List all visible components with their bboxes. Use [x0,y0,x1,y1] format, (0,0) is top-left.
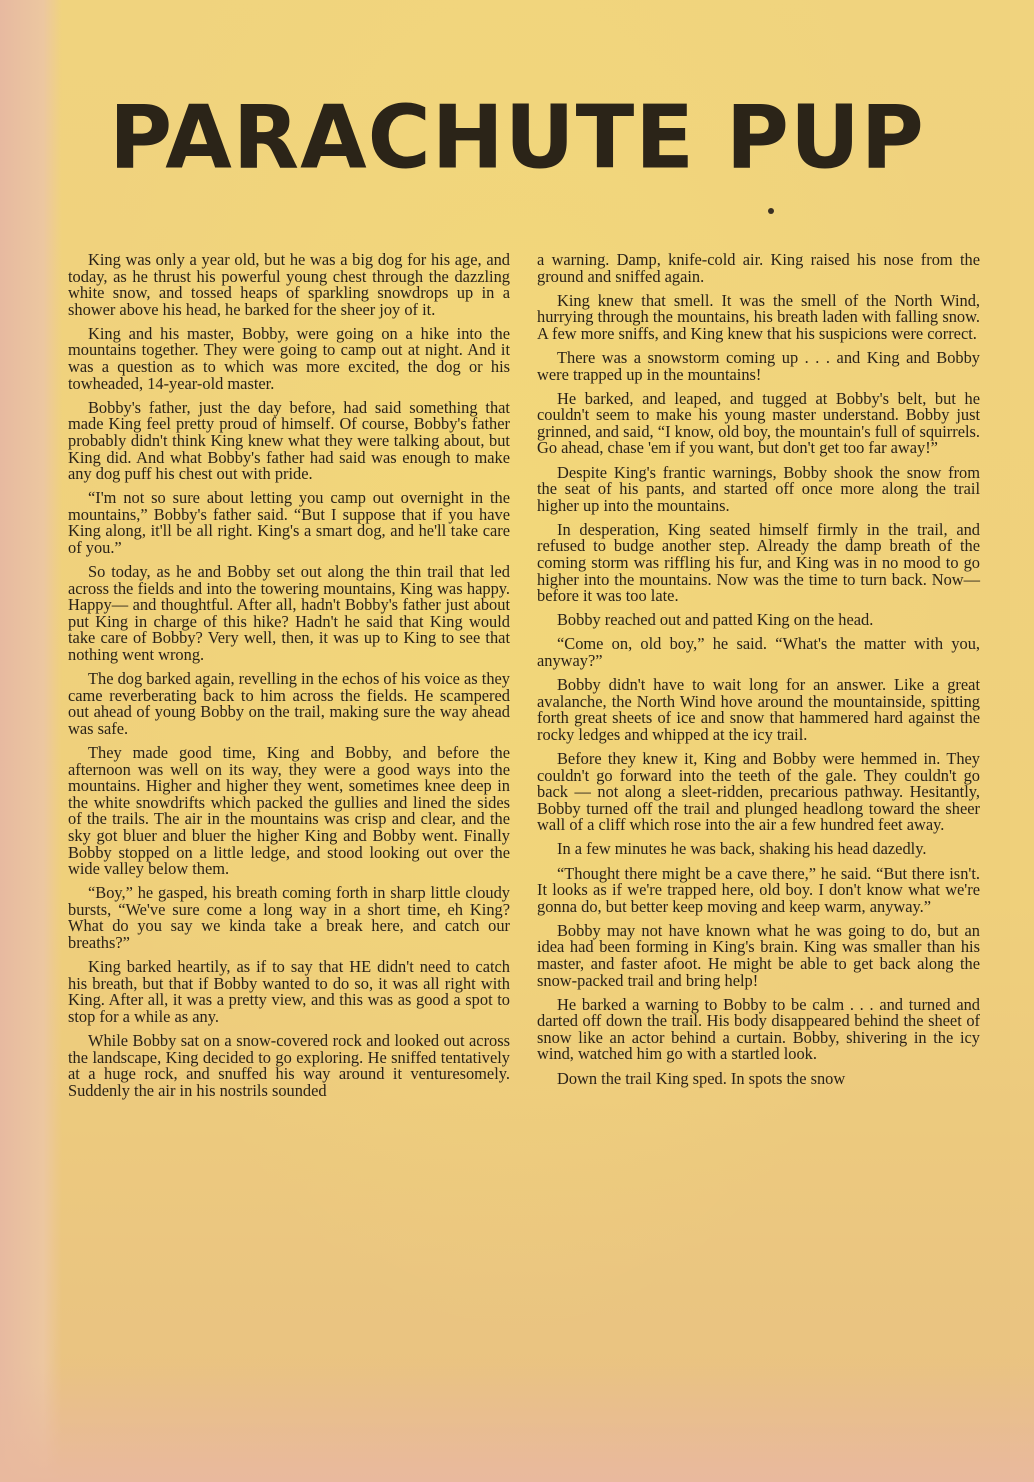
paragraph: In desperation, King seated himself firmly in the trail, and refused to budge another step. Already the damp breath of the coming storm was riffling his fur, and King was in no mood to go higher into the mountains. Now was the time to turn back. Now—before it was too late. [537,519,980,606]
paragraph-continued: a warning. Damp, knife-cold air. King raised his nose from the ground and sniffed again. [537,250,980,286]
paragraph: In a few minutes he was back, shaking his head dazedly. [557,839,927,859]
paragraph: King was only a year old, but he was a big dog for his age, and today, as he thrust his powerful young chest through the dazzling white snow, and tossed heaps of sparkling snowdrops up in a shower above his head, he barked for the sheer joy of it. [68,250,510,319]
paragraph: They made good time, King and Bobby, and before the afternoon was well on its way, they were a good ways into the mountains. Higher and higher they went, sometimes knee deep in the white snowdrifts which packed the gullies and lined the sides of the trails. The air in the mountains was crisp and clear, and the sky got bluer and bluer the higher King and Bobby went. Finally Bobby stopped on a little ledge, and stood looking out over the wide valley below them. [68,743,510,879]
paragraph: Bobby may not have known what he was going to do, but an idea had been forming in King's brain. King was smaller than his master, and faster afoot. He might be able to get back along the snow-packed trail and bring help! [537,920,980,990]
paragraph: “Come on, old boy,” he said. “What's the matter with you, anyway?” [537,634,980,670]
page-left-edge [0,0,62,1482]
right-text-column [537,252,980,1095]
paragraph: While Bobby sat on a snow-covered rock and looked out across the landscape, King decided to go exploring. He sniffed tentatively at a huge rock, and snuffed his way around it venturesomely. Suddenly the air in his nostrils sounded [68,1031,510,1100]
decorative-dot [768,208,774,214]
left-text-column [68,252,510,1107]
story-title: PARACHUTE PUP [109,87,925,189]
page-bottom-edge [0,1362,1034,1482]
paragraph: King knew that smell. It was the smell of the North Wind, hurrying through the mountains, his breath laden with falling snow. A few more sniffs, and King knew that his suspicions were correct. [537,290,980,343]
paragraph: Down the trail King sped. In spots the snow [557,1068,846,1088]
paragraph: So today, as he and Bobby set out along the thin trail that led across the fields and into the towering mountains, King was happy. Happy— and thoughtful. After all, hadn't Bobby's father just about put King in charge of this hike? Hadn't he said that King would take care of Bobby? Very well, then, it was up to King to see that nothing went wrong. [68,562,510,665]
paragraph: King barked heartily, as if to say that HE didn't need to catch his breath, but that if Bobby wanted to do so, it was all right with King. After all, it was a pretty view, and this was as good a spot to stop for a while as any. [68,957,510,1026]
paragraph: Bobby reached out and patted King on the head. [557,610,874,630]
paragraph: “Thought there might be a cave there,” he said. “But there isn't. It looks as if we're trapped here, old boy. I don't know what we're gonna do, but better keep moving and keep warm, anyway.” [537,863,980,916]
paragraph: Bobby's father, just the day before, had said something that made King feel pretty proud of himself. Of course, Bobby's father probably didn't think King knew what they were talking about, but King did. And what Bobby's father had said was enough to make any dog puff his chest out with pride. [68,397,510,484]
paragraph: The dog barked again, revelling in the echos of his voice as they came reverberating back to him across the fields. He scampered out ahead of young Bobby on the trail, making sure the way ahead was safe. [68,669,510,738]
paragraph: King and his master, Bobby, were going on a hike into the mountains together. They were going to camp out at night. And it was a question as to which was more excited, the dog or his towheaded, 14-year-old master. [68,323,510,393]
paragraph: “Boy,” he gasped, his breath coming forth in sharp little cloudy bursts, “We've sure come a long way in a short time, eh King? What do you say we kinda take a break here, and catch our breaths?” [68,883,510,953]
paragraph: He barked, and leaped, and tugged at Bobby's belt, but he couldn't seem to make his young master understand. Bobby just grinned, and said, “I know, old boy, the mountain's full of squirrels. Go ahead, chase 'em if you want, but don't get too far away!” [537,388,980,458]
paragraph: Before they knew it, King and Bobby were hemmed in. They couldn't go forward into the teeth of the gale. They couldn't go back — not along a sleet-ridden, precarious pathway. Hesitantly, Bobby turned off the trail and plunged headlong toward the sheer wall of a cliff which rose into the air a few hundred feet away. [537,748,980,835]
paragraph: Despite King's frantic warnings, Bobby shook the snow from the seat of his pants, and started off once more along the trail higher up into the mountains. [537,462,980,515]
paragraph: “I'm not so sure about letting you camp out overnight in the mountains,” Bobby's father said. “But I suppose that if you have King along, it'll be all right. King's a smart dog, and he'll take care of you.” [68,488,510,557]
paragraph: Bobby didn't have to wait long for an answer. Like a great avalanche, the North Wind hove around the mountainside, spitting forth great sheets of ice and snow that hammered hard against the rocky ledges and whipped at the icy trail. [537,675,980,744]
paragraph: He barked a warning to Bobby to be calm . . . and turned and darted off down the trail. His body disappeared behind the sheet of snow like an actor behind a curtain. Bobby, shivering in the icy wind, watched him go with a startled look. [537,994,980,1064]
paragraph: There was a snowstorm coming up . . . and King and Bobby were trapped up in the mountains! [537,347,980,384]
